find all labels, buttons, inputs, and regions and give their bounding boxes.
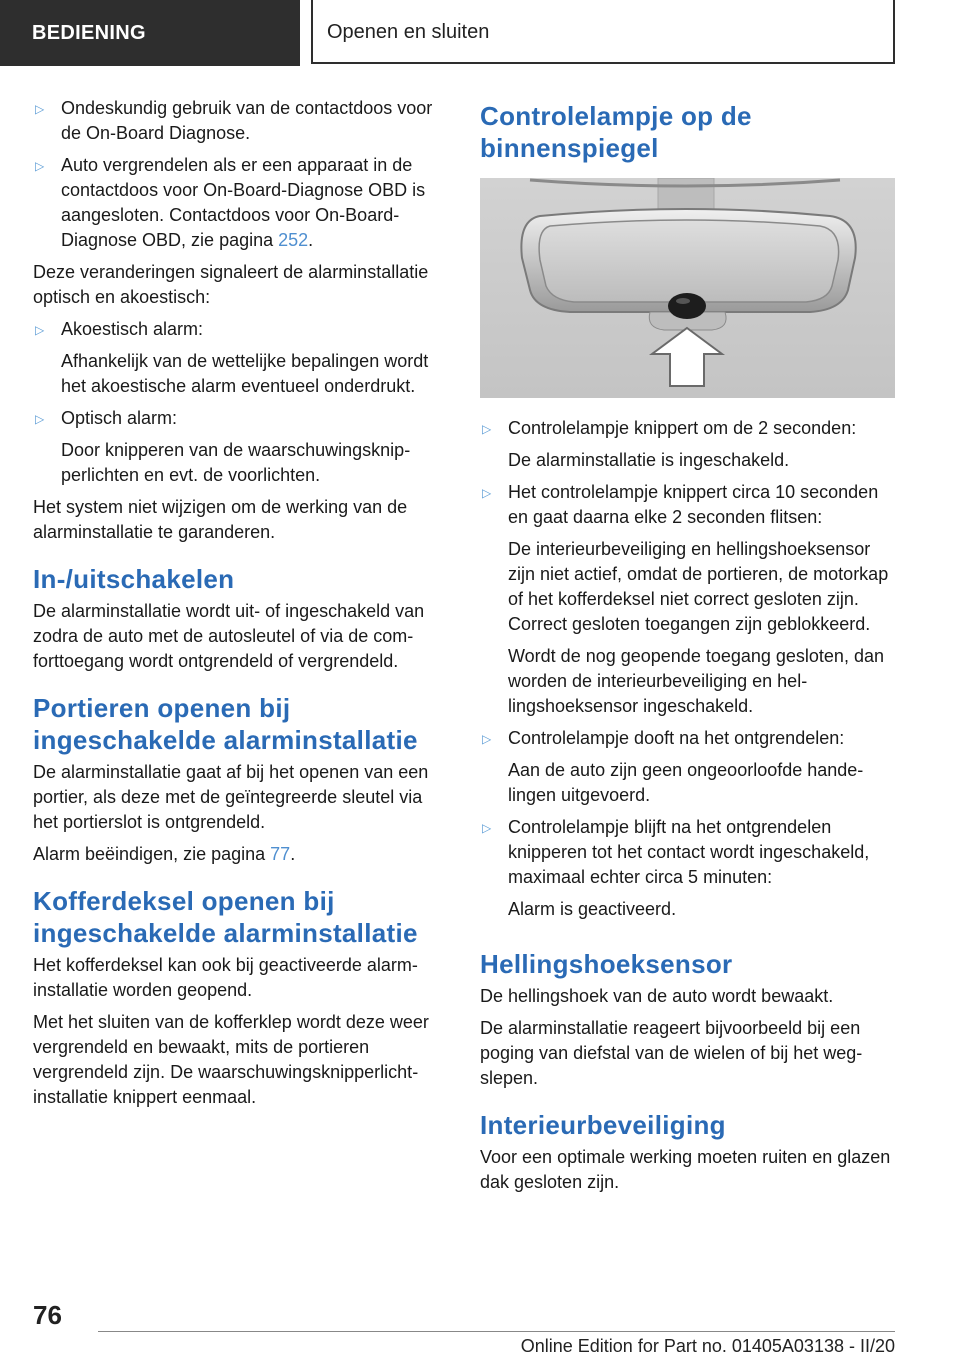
triangle-bullet-icon: ▷ [35, 412, 45, 426]
footer-divider [98, 1331, 895, 1332]
heading-kofferdeksel-openen: Kofferdeksel openen bij ingeschakelde alarminstallatie [33, 886, 418, 948]
heading-in-uitschakelen: In-/uitschakelen [33, 564, 235, 594]
inuit-paragraph: De alarminstallatie wordt uit- of ingeschakeld van zodra de auto met de autosleutel of via de comforttoegang wordt ontgrendeld of vergrendeld. [33, 601, 425, 671]
system-paragraph: Het system niet wijzigen om de werking van de alarminstallatie te garanderen. [33, 497, 408, 542]
alarm-end-paragraph: Alarm beëindigen, zie pagina 77. [33, 844, 296, 864]
page-link-77[interactable]: 77 [270, 844, 291, 864]
list-item: ▷ Controlelampje blijft na het ontgrendelen knipperen tot het contact wordt ingeschakeld, maximaal echter circa 5 minuten: Alarm is geactiveerd. [482, 817, 870, 919]
koffer-paragraph-1: Het kofferdeksel kan ook bij geactiveerde alarminstallatie worden geopend. [33, 955, 418, 1000]
page-number: 76 [33, 1300, 62, 1330]
list-item: ▷ Ondeskundig gebruik van de contactdoos voor de On-Board Diagnose. [35, 98, 433, 143]
right-column [480, 100, 895, 1202]
list-item: ▷ Controlelampje knippert om de 2 seconden: De alarminstallatie is ingeschakeld. [482, 418, 857, 470]
heading-portieren-openen: Portieren openen bij ingeschakelde alarminstallatie [33, 693, 418, 755]
triangle-bullet-icon: ▷ [482, 486, 492, 500]
heading-hellingshoeksensor: Hellingshoeksensor [480, 949, 733, 979]
page-link-252[interactable]: 252 [278, 230, 309, 250]
list-item: ▷ Akoestisch alarm: Afhankelijk van de wettelijke bepalingen wordt het akoestische alarm eventueel onderdrukt. [35, 319, 429, 396]
list-item: ▷ Het controlelampje knippert circa 10 seconden en gaat daarna elke 2 seconden flitsen: De interieurbeveiliging en hellingshoeksensor zijn niet actief, omdat de portieren, de motorkap of het kofferdeksel niet correct gesloten zijn. Correct gesloten toegangen zijn geblokkeerd. Wordt de nog geopende toegang gesloten, dan worden de interieurbeveiliging en hellingshoeksensor ingeschakeld. [482, 482, 889, 716]
helling-paragraph-2: De alarminstallatie reageert bijvoorbeeld bij een poging van diefstal van de wielen of bij het wegslepen. [480, 1018, 863, 1088]
portieren-paragraph: De alarminstallatie gaat af bij het openen van een portier, als deze met de geïntegreerde sleutel via het portierslot is ontgrendeld. [33, 762, 429, 832]
rearview-mirror-illustration [480, 178, 895, 398]
interieur-paragraph: Voor een optimale werking moeten ruiten en glazen dak gesloten zijn. [480, 1147, 891, 1192]
triangle-bullet-icon: ▷ [35, 102, 45, 116]
triangle-bullet-icon: ▷ [35, 159, 45, 173]
chapter-title: Openen en sluiten [311, 0, 895, 64]
signal-paragraph: Deze veranderingen signaleert de alarminstallatie optisch en akoestisch: [33, 262, 429, 307]
koffer-paragraph-2: Met het sluiten van de kofferklep wordt deze weer vergrendeld en bewaakt, mits de portieren vergrendeld zijn. De waarschuwingsknipperlichtinstallatie knippert eenmaal. [33, 1012, 429, 1107]
page-header [0, 0, 960, 66]
heading-interieurbeveiliging: Interieurbeveiliging [480, 1110, 726, 1140]
list-item: ▷ Auto vergrendelen als er een apparaat in de contactdoos voor On-Board-Diagnose OBD is aangesloten. Contactdoos voor On-Board-Diagnose OBD, zie pagina 252. [35, 155, 426, 250]
triangle-bullet-icon: ▷ [482, 732, 492, 746]
triangle-bullet-icon: ▷ [482, 821, 492, 835]
left-column [33, 96, 448, 1117]
list-item: ▷ Controlelampje dooft na het ontgrendelen: Aan de auto zijn geen ongeoorloofde handelingen uitgevoerd. [482, 728, 864, 805]
heading-controlelampje: Controlelampje op de binnenspiegel [480, 101, 752, 163]
triangle-bullet-icon: ▷ [482, 422, 492, 436]
triangle-bullet-icon: ▷ [35, 323, 45, 337]
list-item: ▷ Optisch alarm: Door knipperen van de waarschuwingsknipperlichten en evt. de voorlichten. [35, 408, 411, 485]
section-tab: BEDIENING [0, 0, 300, 66]
edition-text: Online Edition for Part no. 01405A03138 - II/20 [520, 1336, 895, 1356]
helling-paragraph-1: De hellingshoek van de auto wordt bewaakt. [480, 986, 834, 1006]
